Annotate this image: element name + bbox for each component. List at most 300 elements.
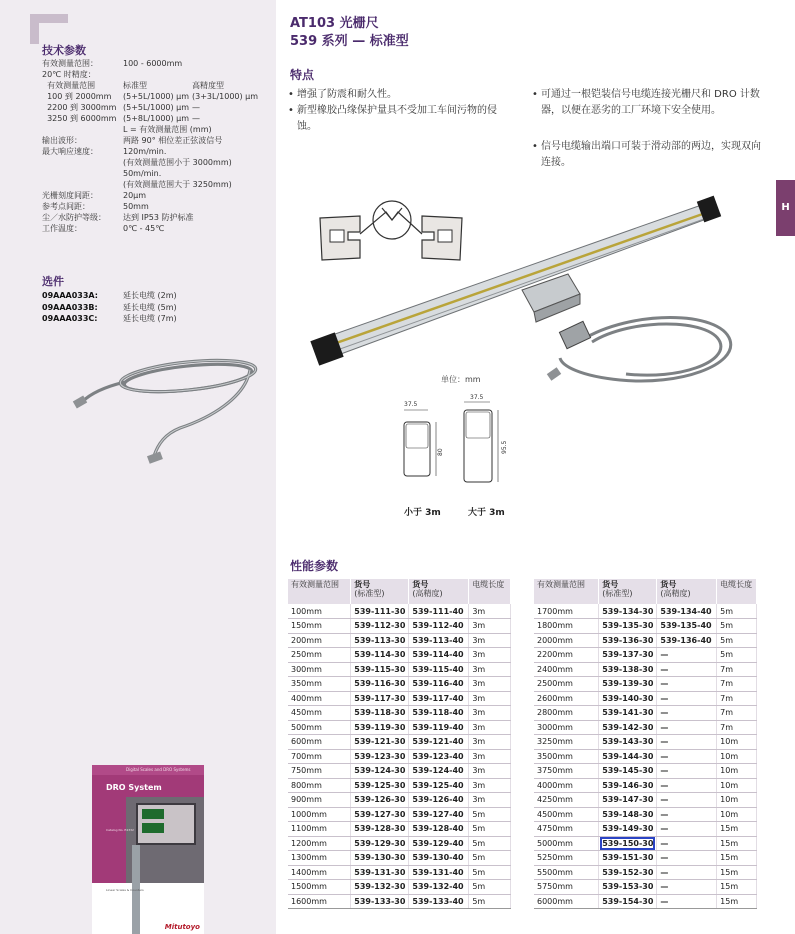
cell-model-std: 539-144-30 <box>599 749 657 764</box>
cell-range: 700mm <box>288 749 351 764</box>
cell-model-hi: 539-133-40 <box>409 894 469 909</box>
cell-model-hi: 539-121-40 <box>409 735 469 750</box>
feature-text: 信号电缆输出端口可装于滑动部的两边，实现双向连接。 <box>541 141 761 168</box>
cell-model-hi: — <box>657 749 717 764</box>
spec-value-hi: 高精度型 <box>192 81 224 90</box>
cell-range: 3250mm <box>534 735 599 750</box>
cell-cable: 3m <box>469 662 511 677</box>
cell-cable: 3m <box>469 720 511 735</box>
bullet-dot-icon: • <box>532 89 538 100</box>
spec-row <box>42 58 183 69</box>
table-row <box>534 735 757 750</box>
bullet-dot-icon: • <box>288 105 294 116</box>
table-header-row <box>534 579 757 604</box>
cell-cable: 10m <box>717 793 757 808</box>
spec-key: 2200 到 3000mm <box>42 103 117 112</box>
cell-range: 4250mm <box>534 793 599 808</box>
page-title: AT103 光栅尺 <box>290 16 379 31</box>
cell-model-std: 539-154-30 <box>599 894 657 909</box>
dim-small-width: 37.5 <box>404 401 418 408</box>
cell-cable: 7m <box>717 706 757 721</box>
features-title: 特点 <box>290 68 315 82</box>
cell-model-std: 539-151-30 <box>599 851 657 866</box>
brochure-caption: Linear Scales & Counters <box>106 888 144 892</box>
cell-range: 600mm <box>288 735 351 750</box>
cell-model-hi: 539-124-40 <box>409 764 469 779</box>
table-row <box>534 865 757 880</box>
cell-range: 3000mm <box>534 720 599 735</box>
section-tab-h[interactable]: H <box>776 180 795 236</box>
feature-bullet <box>532 87 764 119</box>
cell-cable: 3m <box>469 706 511 721</box>
cell-model-std: 539-114-30 <box>351 648 409 663</box>
cell-range: 5500mm <box>534 865 599 880</box>
cell-model-hi: 539-115-40 <box>409 662 469 677</box>
spec-key: 3250 到 6000mm <box>42 114 117 123</box>
cell-range: 3750mm <box>534 764 599 779</box>
spec-value: L = 有效测量范围 (mm) <box>123 125 212 134</box>
cell-model-hi: — <box>657 735 717 750</box>
cell-model-hi: 539-132-40 <box>409 880 469 895</box>
mitutoyo-logo: Mitutoyo <box>164 923 200 931</box>
cell-cable: 10m <box>717 749 757 764</box>
cell-model-hi: 539-113-40 <box>409 633 469 648</box>
cell-range: 1100mm <box>288 822 351 837</box>
cell-model-std: 539-126-30 <box>351 793 409 808</box>
feature-text: 增强了防震和耐久性。 <box>297 89 397 100</box>
table-row <box>534 836 757 851</box>
cell-model-hi: 539-123-40 <box>409 749 469 764</box>
cell-model-std: 539-117-30 <box>351 691 409 706</box>
table-row <box>534 633 757 648</box>
cell-model-hi: 539-134-40 <box>657 604 717 619</box>
spec-value: 120m/min. <box>123 147 167 156</box>
cell-cable: 3m <box>469 677 511 692</box>
cell-cable: 5m <box>469 836 511 851</box>
header-std: 货号 (标准型) <box>351 579 409 604</box>
cell-model-hi: — <box>657 807 717 822</box>
cell-model-std: 539-148-30 <box>599 807 657 822</box>
cell-cable: 5m <box>717 648 757 663</box>
feature-bullet <box>532 139 764 171</box>
cell-range: 750mm <box>288 764 351 779</box>
spec-row <box>42 201 149 212</box>
table-row <box>534 720 757 735</box>
cell-model-std: 539-137-30 <box>599 648 657 663</box>
spec-key: 最大响应速度： <box>42 147 98 156</box>
corner-bracket-mark <box>30 14 68 44</box>
cell-range: 5750mm <box>534 880 599 895</box>
cell-model-hi: — <box>657 880 717 895</box>
cell-cable: 5m <box>469 894 511 909</box>
spec-value-hi: — <box>192 103 200 112</box>
cell-range: 1500mm <box>288 880 351 895</box>
dim-small-height: 80 <box>437 448 444 456</box>
cell-model-std: 539-125-30 <box>351 778 409 793</box>
spec-row <box>42 80 224 91</box>
option-code: 09AAA033C: <box>42 314 98 323</box>
table-row <box>288 706 511 721</box>
cell-range: 1700mm <box>534 604 599 619</box>
cell-model-std: 539-132-30 <box>351 880 409 895</box>
spec-key: 100 到 2000mm <box>42 92 112 101</box>
cell-range: 2800mm <box>534 706 599 721</box>
cell-cable: 3m <box>469 633 511 648</box>
spec-value: 两路 90° 相位差正弦波信号 <box>123 136 223 145</box>
cell-cable: 5m <box>469 880 511 895</box>
cell-model-hi: — <box>657 677 717 692</box>
option-row <box>42 290 177 301</box>
table-row <box>534 764 757 779</box>
feature-bullet <box>288 103 516 135</box>
table-row <box>534 706 757 721</box>
spec-key: 输出波形： <box>42 136 82 145</box>
cell-model-std: 539-119-30 <box>351 720 409 735</box>
table-row <box>534 749 757 764</box>
feature-text: 新型橡胶凸缘保护量具不受加工车间污物的侵蚀。 <box>297 105 497 132</box>
cell-model-hi: 539-114-40 <box>409 648 469 663</box>
cell-model-hi: 539-128-40 <box>409 822 469 837</box>
cell-cable: 7m <box>717 691 757 706</box>
cell-model-std: 539-146-30 <box>599 778 657 793</box>
table-row <box>534 677 757 692</box>
brochure-display-1 <box>142 809 164 819</box>
cell-cable: 5m <box>469 807 511 822</box>
cell-range: 800mm <box>288 778 351 793</box>
extension-cable-image <box>70 348 270 478</box>
cell-range: 300mm <box>288 662 351 677</box>
spec-row <box>42 212 194 223</box>
bullet-dot-icon: • <box>532 141 538 152</box>
cell-range: 400mm <box>288 691 351 706</box>
cell-model-std: 539-113-30 <box>351 633 409 648</box>
unit-label: 单位：mm <box>441 375 481 384</box>
cell-model-std: 539-145-30 <box>599 764 657 779</box>
brochure-catalog-no: Catalog No. E4332 <box>106 828 134 832</box>
cell-model-hi: 539-126-40 <box>409 793 469 808</box>
option-code: 09AAA033B: <box>42 302 98 312</box>
table-row <box>534 778 757 793</box>
cell-cable: 7m <box>717 677 757 692</box>
dro-brochure-cover <box>92 765 204 934</box>
specs-title: 技术参数 <box>42 44 86 57</box>
cell-model-hi: — <box>657 648 717 663</box>
cell-cable: 5m <box>717 633 757 648</box>
cell-cable: 3m <box>469 793 511 808</box>
cell-model-std: 539-123-30 <box>351 749 409 764</box>
table-row <box>534 662 757 677</box>
cell-range: 6000mm <box>534 894 599 909</box>
cell-model-hi: 539-130-40 <box>409 851 469 866</box>
spec-value: 达到 IP53 防护标准 <box>123 213 194 222</box>
cell-cable: 3m <box>469 691 511 706</box>
small-size-label: 小于 3m <box>404 508 441 518</box>
cell-range: 1600mm <box>288 894 351 909</box>
cell-range: 1800mm <box>534 619 599 634</box>
cell-model-std: 539-129-30 <box>351 836 409 851</box>
cell-cable: 5m <box>469 865 511 880</box>
spec-sidebar <box>0 0 276 934</box>
spec-value: (5+8L/1000) μm <box>123 114 190 123</box>
cell-model-std: 539-127-30 <box>351 807 409 822</box>
cell-range: 5250mm <box>534 851 599 866</box>
performance-title: 性能参数 <box>290 559 339 573</box>
cell-model-hi: — <box>657 865 717 880</box>
table-row <box>534 894 757 909</box>
spec-value: 100 - 6000mm <box>123 59 183 68</box>
spec-key: 有效测量范围 <box>42 81 96 90</box>
cell-range: 150mm <box>288 619 351 634</box>
linear-scale-illustration <box>300 190 740 390</box>
cell-range: 2500mm <box>534 677 599 692</box>
dim-large-height: 95.5 <box>501 440 508 454</box>
option-row <box>42 302 177 313</box>
cell-cable: 15m <box>717 822 757 837</box>
cell-model-hi: 539-129-40 <box>409 836 469 851</box>
table-row <box>288 822 511 837</box>
table-row <box>534 822 757 837</box>
spec-value: (有效测量范围大于 3250mm) <box>123 180 232 189</box>
cell-range: 900mm <box>288 793 351 808</box>
cell-model-hi: 539-125-40 <box>409 778 469 793</box>
spec-key: 光栅刻度间距： <box>42 191 98 200</box>
table-row <box>288 764 511 779</box>
spec-key: 有效测量范围： <box>42 59 98 68</box>
table-row <box>288 793 511 808</box>
cell-model-std: 539-135-30 <box>599 619 657 634</box>
table-row <box>534 851 757 866</box>
spec-key: 20℃ 时精度： <box>42 70 96 79</box>
cell-model-hi: — <box>657 836 717 851</box>
cell-range: 1200mm <box>288 836 351 851</box>
table-row <box>534 807 757 822</box>
table-row <box>534 648 757 663</box>
cell-cable: 5m <box>469 851 511 866</box>
cell-cable: 15m <box>717 851 757 866</box>
cell-model-std: 539-152-30 <box>599 865 657 880</box>
spec-row <box>42 135 223 146</box>
cell-range: 4750mm <box>534 822 599 837</box>
header-range: 有效测量范围 <box>288 579 351 604</box>
scale-body <box>310 196 721 366</box>
cell-range: 2600mm <box>534 691 599 706</box>
spec-value: 50mm <box>123 202 149 211</box>
cell-cable: 5m <box>717 604 757 619</box>
spec-key: 工作温度： <box>42 224 82 233</box>
cell-model-hi: 539-135-40 <box>657 619 717 634</box>
cell-model-std: 539-131-30 <box>351 865 409 880</box>
cell-model-std: 539-147-30 <box>599 793 657 808</box>
option-code: 09AAA033A: <box>42 291 98 300</box>
cell-model-hi: — <box>657 691 717 706</box>
options-title: 选件 <box>42 275 64 288</box>
page-subtitle: 539 系列 — 标准型 <box>290 34 409 49</box>
cell-model-hi: 539-117-40 <box>409 691 469 706</box>
cell-model-hi: — <box>657 851 717 866</box>
brochure-display-2 <box>142 823 164 833</box>
table-row <box>288 851 511 866</box>
spec-row <box>42 223 165 234</box>
cell-model-std: 539-136-30 <box>599 633 657 648</box>
spec-value: (5+5L/1000) μm <box>123 92 190 101</box>
spec-row <box>42 69 96 80</box>
table-row <box>288 604 511 619</box>
cell-model-std: 539-149-30 <box>599 822 657 837</box>
performance-table-left <box>288 579 511 909</box>
cell-model-std: 539-130-30 <box>351 851 409 866</box>
brochure-small-text: Digital Scales and DRO Systems <box>126 767 191 772</box>
cell-cable: 5m <box>469 822 511 837</box>
cell-range: 4500mm <box>534 807 599 822</box>
spec-row <box>42 91 259 102</box>
cell-model-std: 539-115-30 <box>351 662 409 677</box>
header-cable: 电缆长度 <box>469 579 511 604</box>
table-row <box>288 619 511 634</box>
option-row <box>42 313 177 324</box>
cell-range: 1300mm <box>288 851 351 866</box>
table-row <box>288 880 511 895</box>
cell-cable: 3m <box>469 619 511 634</box>
table-row <box>288 749 511 764</box>
cell-range: 4000mm <box>534 778 599 793</box>
table-row <box>534 691 757 706</box>
cell-model-std: 539-134-30 <box>599 604 657 619</box>
cell-range: 350mm <box>288 677 351 692</box>
cell-cable: 10m <box>717 764 757 779</box>
table-row <box>288 633 511 648</box>
cell-range: 200mm <box>288 633 351 648</box>
bullet-dot-icon: • <box>288 89 294 100</box>
cell-cable: 3m <box>469 749 511 764</box>
cell-model-std: 539-128-30 <box>351 822 409 837</box>
cell-model-hi: 539-112-40 <box>409 619 469 634</box>
brochure-title: DRO System <box>106 783 162 792</box>
cell-model-hi: — <box>657 778 717 793</box>
cell-model-std: 539-142-30 <box>599 720 657 735</box>
cell-model-std: 539-141-30 <box>599 706 657 721</box>
table-row <box>288 894 511 909</box>
cell-model-std: 539-118-30 <box>351 706 409 721</box>
cell-range: 2400mm <box>534 662 599 677</box>
cell-cable: 7m <box>717 720 757 735</box>
cell-model-std: 539-112-30 <box>351 619 409 634</box>
spec-value-hi: — <box>192 114 200 123</box>
cell-model-std: 539-124-30 <box>351 764 409 779</box>
cell-model-hi: — <box>657 764 717 779</box>
table-row <box>288 648 511 663</box>
cell-model-hi: 539-118-40 <box>409 706 469 721</box>
cell-cable: 15m <box>717 865 757 880</box>
cell-cable: 10m <box>717 807 757 822</box>
cell-model-std: 539-140-30 <box>599 691 657 706</box>
cell-model-hi: 539-119-40 <box>409 720 469 735</box>
cell-cable: 10m <box>717 735 757 750</box>
cell-model-std: 539-138-30 <box>599 662 657 677</box>
table-header-row <box>288 579 511 604</box>
cell-range: 2200mm <box>534 648 599 663</box>
cell-model-std: 539-111-30 <box>351 604 409 619</box>
cell-range: 2000mm <box>534 633 599 648</box>
spec-key: 尘／水防护等级： <box>42 213 106 222</box>
cell-cable: 3m <box>469 778 511 793</box>
cell-cable: 7m <box>717 662 757 677</box>
cell-cable: 3m <box>469 764 511 779</box>
cell-cable: 10m <box>717 778 757 793</box>
cell-model-hi: — <box>657 720 717 735</box>
table-row <box>534 604 757 619</box>
table-row <box>288 662 511 677</box>
spec-key: 参考点间距： <box>42 202 90 211</box>
table-row <box>534 619 757 634</box>
cell-model-hi: 539-131-40 <box>409 865 469 880</box>
cell-range: 250mm <box>288 648 351 663</box>
cell-model-hi: — <box>657 822 717 837</box>
table-row <box>288 778 511 793</box>
cell-cable: 3m <box>469 604 511 619</box>
table-row <box>288 691 511 706</box>
cell-cable: 5m <box>717 619 757 634</box>
cell-model-std-highlighted: 539-150-30 <box>599 836 657 851</box>
cell-range: 3500mm <box>534 749 599 764</box>
performance-table-right <box>534 579 757 909</box>
cell-model-hi: 539-127-40 <box>409 807 469 822</box>
spec-row <box>42 113 200 124</box>
cell-model-hi: — <box>657 793 717 808</box>
table-row <box>288 720 511 735</box>
spec-value: (有效测量范围小于 3000mm) <box>123 158 232 167</box>
seal-cross-section-inset <box>320 201 462 260</box>
option-desc: 延长电缆 (5m) <box>123 302 177 312</box>
cell-model-hi: — <box>657 894 717 909</box>
large-size-label: 大于 3m <box>468 508 505 518</box>
spec-value: 标准型 <box>123 81 147 90</box>
cell-model-hi: 539-136-40 <box>657 633 717 648</box>
cell-range: 5000mm <box>534 836 599 851</box>
dimension-drawing <box>398 392 528 492</box>
spec-row <box>42 146 167 157</box>
cell-model-std: 539-133-30 <box>351 894 409 909</box>
spec-value: 20μm <box>123 191 147 200</box>
header-cable: 电缆长度 <box>717 579 757 604</box>
spec-row <box>42 190 147 201</box>
cell-model-std: 539-139-30 <box>599 677 657 692</box>
header-hi: 货号 (高精度) <box>657 579 717 604</box>
cell-model-std: 539-116-30 <box>351 677 409 692</box>
cell-model-hi: 539-116-40 <box>409 677 469 692</box>
cell-cable: 15m <box>717 880 757 895</box>
table-row <box>288 677 511 692</box>
table-row <box>288 865 511 880</box>
option-desc: 延长电缆 (7m) <box>123 314 177 323</box>
cell-range: 1000mm <box>288 807 351 822</box>
spec-value: (5+5L/1000) μm <box>123 103 190 112</box>
feature-text: 可通过一根铠装信号电缆连接光栅尺和 DRO 计数器，以便在恶劣的工厂环境下安全使用。 <box>541 89 760 116</box>
cell-cable: 15m <box>717 894 757 909</box>
cell-range: 450mm <box>288 706 351 721</box>
spec-row <box>42 102 200 113</box>
table-row <box>288 735 511 750</box>
spec-value: 50m/min. <box>123 169 162 178</box>
header-std: 货号 (标准型) <box>599 579 657 604</box>
cell-cable: 3m <box>469 735 511 750</box>
table-row <box>288 836 511 851</box>
header-range: 有效测量范围 <box>534 579 599 604</box>
cell-model-hi: — <box>657 706 717 721</box>
table-row <box>534 880 757 895</box>
spec-value-hi: (3+3L/1000) μm <box>192 92 259 101</box>
feature-bullet <box>288 87 516 103</box>
header-hi: 货号 (高精度) <box>409 579 469 604</box>
